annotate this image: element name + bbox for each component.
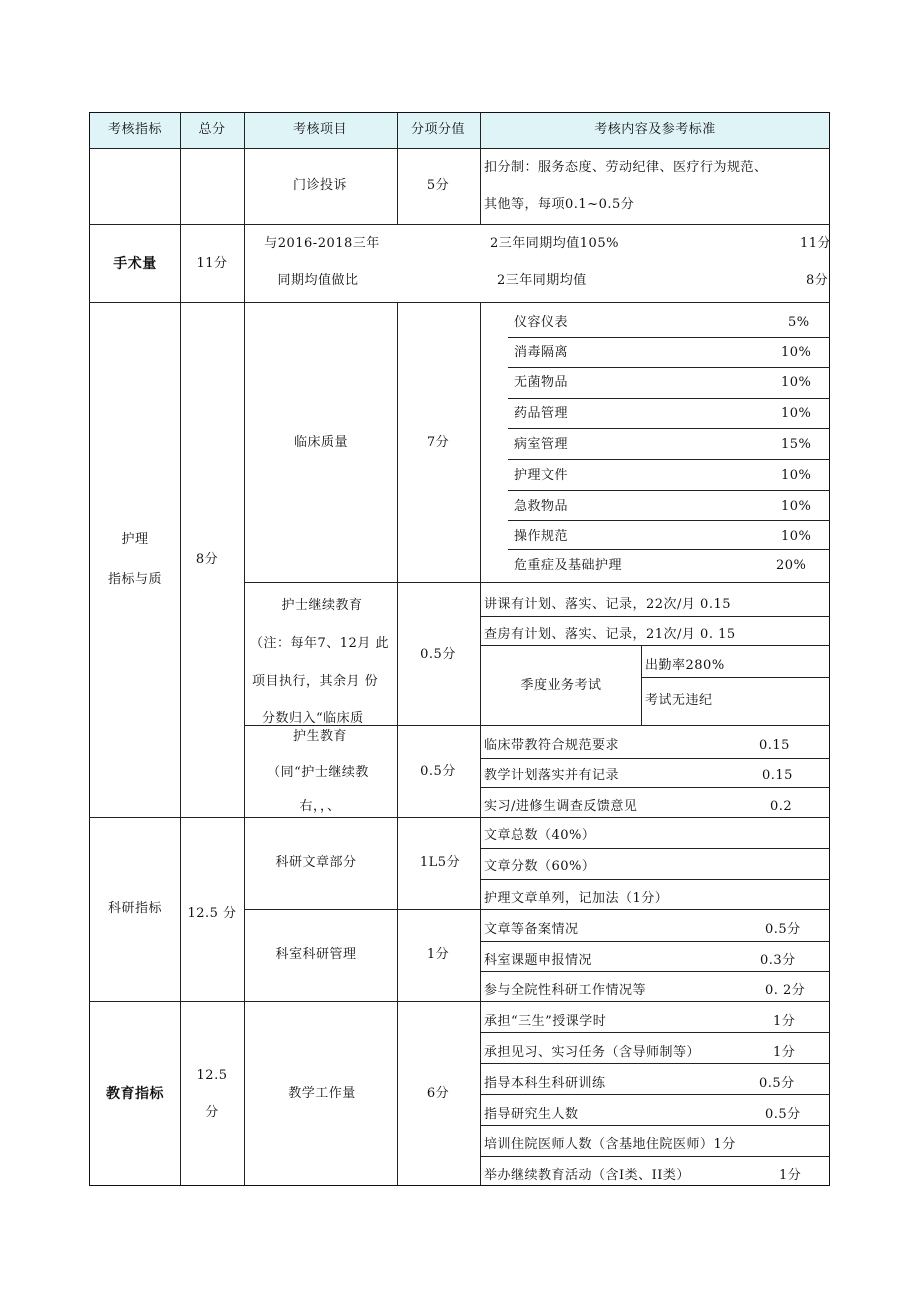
education-subline: [480, 1156, 830, 1157]
education-row-label: 承担“三生”授课学时: [484, 1014, 607, 1029]
student-row-value: 0.15: [759, 738, 790, 753]
clinical-row-label: 急救物品: [514, 499, 569, 514]
col-divider-3b: [397, 302, 398, 1186]
education-row-label: 承担见习、实习任务（含导师制等）: [484, 1045, 701, 1060]
col-divider-4a: [480, 112, 481, 224]
articles-row: 护理文章单列，记加法（1分）: [484, 891, 669, 906]
student-row-label: 教学计划落实并有记录: [484, 768, 620, 783]
education-subline: [480, 1063, 830, 1064]
student-row-label: 实习/进修生调查反馈意见: [484, 799, 638, 814]
clinical-subline: [508, 398, 830, 399]
contedu-line-1: 讲课有计划、落实、记录，22次/月 0.15: [484, 597, 731, 612]
clinical-row-label: 消毒隔离: [514, 345, 569, 360]
education-total-2: 分: [205, 1105, 219, 1120]
clinical-row-label: 仪容仪表: [514, 315, 569, 330]
header-item: 考核项目: [292, 122, 348, 137]
contedu-item-1: 护士继续教育: [281, 598, 363, 613]
row-line-nursing: [89, 817, 830, 818]
table-border-bottom: [89, 1185, 830, 1186]
row-line-clinical: [244, 582, 830, 583]
education-row-value: 1分: [773, 1045, 796, 1060]
student-row-label: 临床带教符合规范要求: [484, 738, 620, 753]
education-indicator: 教育指标: [106, 1086, 164, 1102]
student-item-1: 护生教育: [292, 729, 348, 744]
student-subline: [480, 787, 830, 788]
col-divider-3a: [397, 112, 398, 224]
clinical-row-value: 10%: [781, 375, 812, 390]
management-row-label: 文章等备案情况: [484, 922, 579, 937]
nursing-indicator-2: 指标与质: [107, 572, 163, 587]
exam-discipline: 考试无违纪: [645, 693, 713, 708]
education-row-label: 指导本科生科研训练: [484, 1076, 606, 1091]
row-line-surgery: [89, 302, 830, 303]
clinical-row-value: 20%: [776, 558, 807, 573]
clinical-row-label: 危重症及基础护理: [514, 558, 623, 573]
clinical-subline: [508, 490, 830, 491]
clinical-row-label: 操作规范: [514, 529, 569, 544]
management-row-value: 0.3分: [760, 953, 796, 968]
clinical-row-value: 5%: [788, 315, 810, 330]
education-item: 教学工作量: [288, 1086, 356, 1101]
surgery-total: 11分: [196, 256, 228, 271]
exam-col-divider: [641, 645, 642, 725]
col-divider-4b: [480, 302, 481, 1186]
exam-attendance: 出勤率280%: [645, 658, 725, 673]
student-row-value: 0.2: [770, 799, 793, 814]
row-line-research: [89, 1001, 830, 1002]
clinical-row-label: 病室管理: [514, 437, 569, 452]
complaint-score: 5分: [426, 178, 450, 193]
surgery-criteria-2-score: 8分: [806, 273, 829, 288]
management-score: 1分: [426, 947, 450, 962]
header-content: 考核内容及参考标准: [594, 122, 716, 137]
surgery-item-2: 同期均值做比: [277, 273, 359, 288]
clinical-subline: [508, 520, 830, 521]
student-subline: [480, 758, 830, 759]
clinical-row-value: 10%: [781, 345, 812, 360]
clinical-row-label: 护理文件: [514, 468, 569, 483]
clinical-row-label: 无菌物品: [514, 375, 569, 390]
clinical-subline: [508, 367, 830, 368]
contedu-subline: [480, 616, 830, 617]
clinical-row-value: 10%: [781, 499, 812, 514]
clinical-subline: [508, 459, 830, 460]
management-row-label: 科室课题申报情况: [484, 953, 593, 968]
table-border-left: [89, 112, 90, 1186]
education-subline: [480, 1094, 830, 1095]
complaint-content-1: 扣分制：服务态度、劳动纪律、医疗行为规范、: [484, 160, 768, 175]
management-item: 科室科研管理: [275, 947, 357, 962]
clinical-row-value: 15%: [781, 437, 812, 452]
articles-row: 文章分数（60%）: [484, 859, 596, 874]
student-item-3: 右，，、: [299, 799, 341, 814]
exam-subline: [641, 677, 830, 678]
research-indicator: 科研指标: [107, 901, 163, 916]
articles-row: 文章总数（40%）: [484, 828, 596, 843]
management-row-label: 参与全院性科研工作情况等: [484, 983, 647, 998]
articles-item: 科研文章部分: [275, 855, 357, 870]
contedu-item-2: （注：每年7、12月 此: [250, 636, 389, 651]
education-subline: [480, 1032, 830, 1033]
management-subline: [480, 971, 830, 972]
col-divider-2: [244, 112, 245, 1186]
table-border-top: [89, 112, 830, 113]
education-row-label: 培训住院医师人数（含基地住院医师）1分: [484, 1137, 736, 1152]
surgery-criteria-1: 2三年同期均值105%: [490, 236, 619, 251]
header-score: 分项分值: [410, 122, 466, 137]
student-score: 0.5分: [420, 764, 456, 779]
education-row-value: 1分: [773, 1014, 796, 1029]
contedu-item-4: 分数归入“临床质: [262, 711, 364, 726]
student-row-value: 0.15: [762, 768, 793, 783]
education-row-value: 1分: [779, 1168, 802, 1183]
management-row-value: 0.5分: [765, 922, 801, 937]
management-subline: [480, 941, 830, 942]
row-line-complaint: [89, 224, 830, 225]
exam-label: 季度业务考试: [520, 678, 602, 693]
surgery-item-1: 与2016-2018三年: [264, 236, 380, 251]
education-total-1: 12.5: [196, 1068, 228, 1083]
contedu-subline: [480, 645, 830, 646]
clinical-item: 临床质量: [293, 435, 349, 450]
clinical-row-value: 10%: [781, 529, 812, 544]
header-total: 总分: [198, 122, 226, 137]
articles-subline: [480, 879, 830, 880]
clinical-subline: [508, 428, 830, 429]
research-total: 12.5 分: [187, 906, 237, 921]
row-line-articles: [244, 909, 830, 910]
education-score: 6分: [426, 1086, 450, 1101]
education-subline: [480, 1125, 830, 1126]
education-row-label: 举办继续教育活动（含I类、II类）: [484, 1168, 690, 1183]
header-indicator: 考核指标: [107, 122, 163, 137]
surgery-indicator: 手术量: [113, 256, 157, 272]
articles-score: 1L5分: [419, 855, 461, 870]
table-border-right: [829, 112, 830, 1186]
clinical-row-label: 药品管理: [514, 406, 569, 421]
contedu-score: 0.5分: [420, 647, 456, 662]
surgery-criteria-1-score: 11分: [800, 236, 832, 251]
education-row-label: 指导研究生人数: [484, 1107, 579, 1122]
clinical-score: 7分: [426, 435, 450, 450]
complaint-content-2: 其他等，每项0.1~0.5分: [484, 197, 635, 212]
clinical-row-value: 10%: [781, 468, 812, 483]
contedu-item-3: 项目执行，其余月 份: [252, 674, 379, 689]
surgery-criteria-2: 2三年同期均值: [497, 273, 587, 288]
contedu-line-2: 查房有计划、落实、记录，21次/月 0. 15: [484, 627, 736, 642]
header-bottom-line: [89, 148, 830, 149]
col-divider-1: [180, 112, 181, 1186]
education-row-value: 0.5分: [765, 1107, 801, 1122]
complaint-item: 门诊投诉: [292, 178, 348, 193]
student-item-2: （同“护士继续教: [267, 765, 369, 780]
education-row-value: 0.5分: [759, 1076, 795, 1091]
articles-subline: [480, 848, 830, 849]
clinical-subline: [508, 549, 830, 550]
clinical-subline: [508, 337, 830, 338]
nursing-indicator-1: 护理: [121, 532, 149, 547]
clinical-row-value: 10%: [781, 406, 812, 421]
nursing-total: 8分: [195, 552, 219, 567]
management-row-value: 0. 2分: [765, 983, 806, 998]
